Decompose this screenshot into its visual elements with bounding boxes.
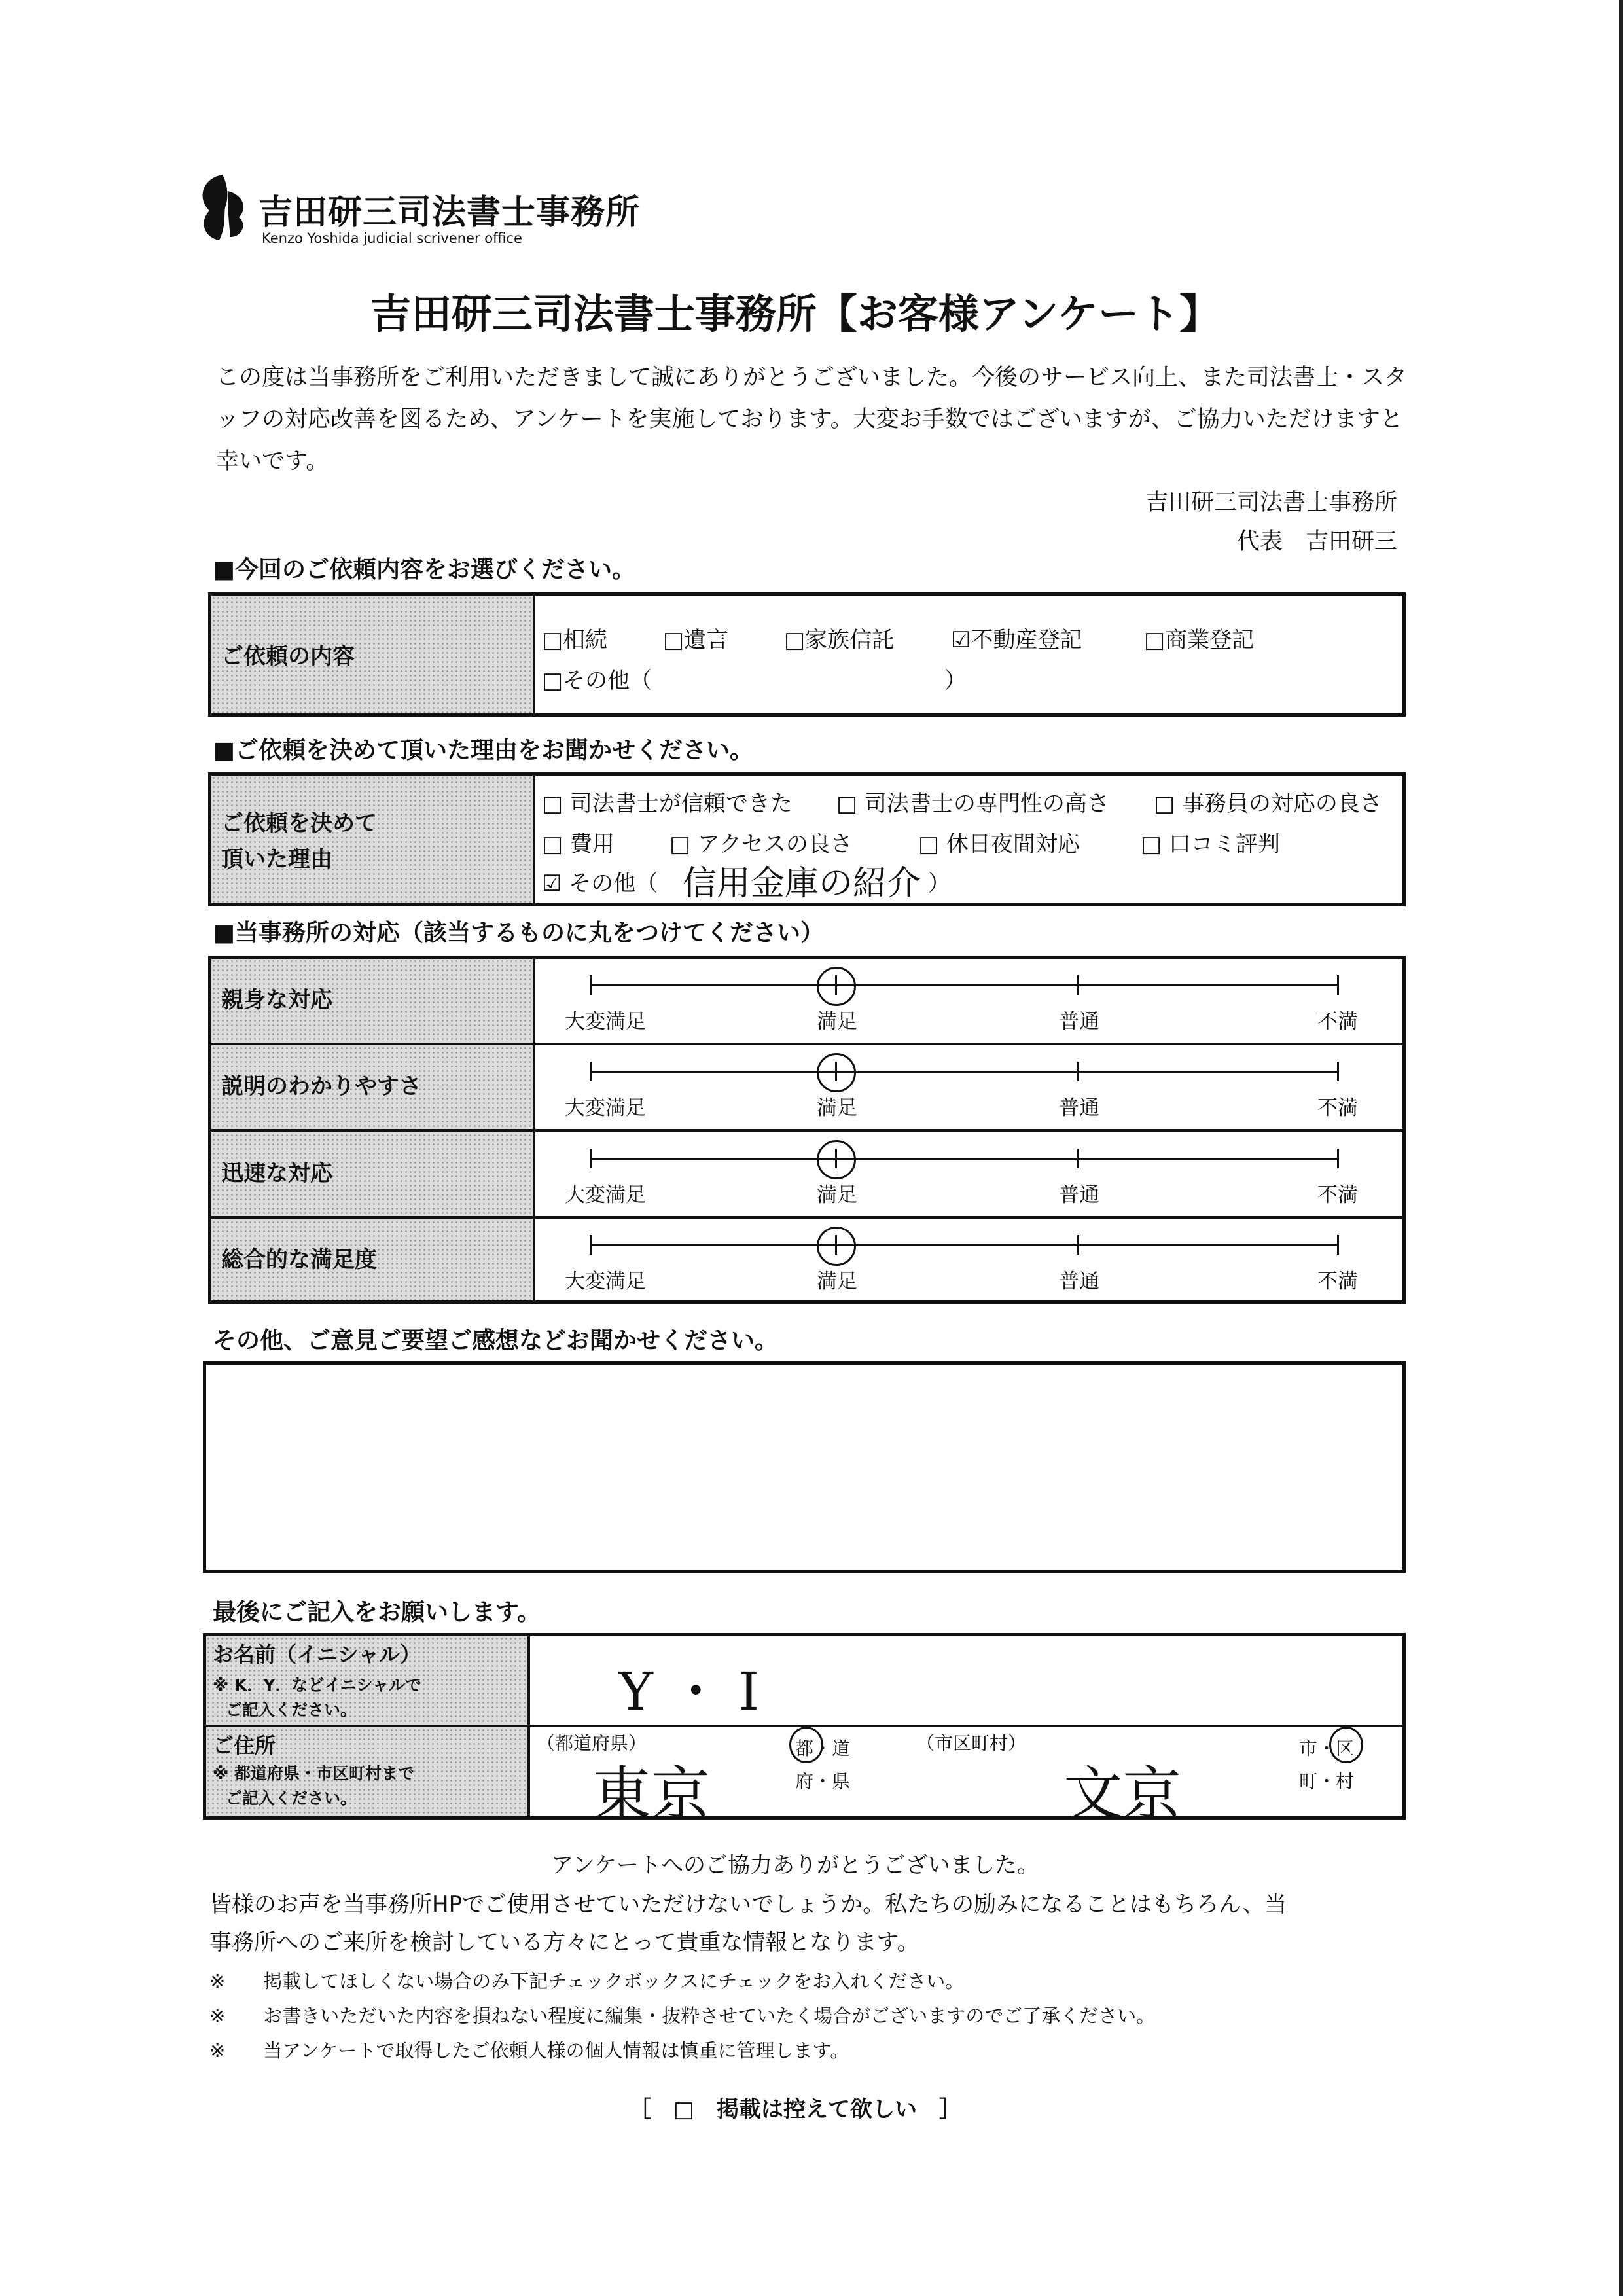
signature-representative: 代表 吉田研三: [1236, 529, 1397, 555]
scale-label-very-satisfied: 大変満足: [565, 1096, 646, 1120]
address-note-line1: ※ 都道府県・市区町村まで: [213, 1764, 415, 1783]
scale-label-dissatisfied: 不満: [1317, 1010, 1358, 1033]
reason-trust-checkbox[interactable]: □ 司法書士が信頼できた: [542, 791, 793, 817]
prefecture-suffix-bottom: 府・県: [795, 1770, 851, 1792]
city-value-handwritten[interactable]: 文京: [1063, 1760, 1181, 1829]
intro-text: この度は当事務所をご利用いただきまして誠にありがとうございました。今後のサービス向上、また司法書士・スタッフの対応改善を図るため、アンケートを実施しております。大変お手数ではございますが、ご協力いただけますと幸いです。: [216, 365, 1408, 475]
rating-table: [208, 956, 1406, 1304]
label-cell: [211, 776, 535, 903]
section4-heading: その他、ご意見ご要望ご感想などお聞かせください。: [213, 1327, 779, 1354]
comment-box[interactable]: [203, 1361, 1406, 1573]
city-hint: （市区町村）: [916, 1732, 1027, 1754]
name-label: お名前（イニシャル）: [213, 1642, 421, 1667]
reason-other-checkbox[interactable]: ☑ その他（: [542, 870, 658, 897]
city-suffix-selected-circle[interactable]: [1329, 1727, 1363, 1763]
request-content-table: [208, 592, 1406, 717]
scale-line: [590, 1244, 1339, 1246]
selected-rating-circle[interactable]: [817, 967, 856, 1006]
prefecture-value-handwritten[interactable]: 東京: [592, 1760, 710, 1829]
scale-tick: [590, 1235, 592, 1255]
section1-heading: ■今回のご依頼内容をお選びください。: [213, 556, 636, 583]
scale-label-very-satisfied: 大変満足: [565, 1183, 646, 1207]
option-souzoku-checkbox[interactable]: □相続: [542, 627, 608, 653]
reason-staff-checkbox[interactable]: □ 事務員の対応の良さ: [1154, 791, 1382, 817]
scale-label-satisfied: 満足: [817, 1183, 857, 1207]
scale-tick: [590, 975, 592, 995]
option-kazoku-shintaku-checkbox[interactable]: □家族信託: [784, 627, 895, 653]
scale-line: [590, 984, 1339, 986]
scale-label-satisfied: 満足: [817, 1096, 857, 1120]
city-suffix-top: 市・区: [1299, 1738, 1355, 1759]
scale-label-dissatisfied: 不満: [1317, 1183, 1358, 1207]
prefecture-suffix-top: 都・道: [795, 1738, 851, 1759]
page-title: 吉田研三司法書士事務所【お客様アンケート】: [370, 290, 1221, 338]
reason-holiday-checkbox[interactable]: □ 休日夜間対応: [918, 831, 1080, 857]
reason-other-close-paren: ）: [928, 870, 950, 897]
scan-edge: [1619, 0, 1623, 2296]
scale-tick: [1337, 1235, 1339, 1255]
scale-tick: [1077, 975, 1079, 995]
scale-label-satisfied: 満足: [817, 1270, 857, 1293]
scale-tick: [590, 1149, 592, 1168]
option-shougyou-touki-checkbox[interactable]: □商業登記: [1144, 627, 1255, 653]
reason-other-handwritten: 信用金庫の紹介: [683, 864, 921, 903]
office-logo-name: 吉田研三司法書士事務所: [259, 193, 641, 232]
scale-label-dissatisfied: 不満: [1317, 1270, 1358, 1293]
name-note-line1: ※ K．Y．などイニシャルで: [213, 1676, 421, 1695]
reason-expertise-checkbox[interactable]: □ 司法書士の専門性の高さ: [836, 791, 1109, 817]
scale-label-very-satisfied: 大変満足: [565, 1270, 646, 1293]
reason-label-line2: 頂いた理由: [221, 846, 332, 872]
scale-label-satisfied: 満足: [817, 1010, 857, 1033]
butterfly-logo-icon: [196, 171, 255, 243]
city-suffix-bottom: 町・村: [1299, 1770, 1355, 1792]
option-fudosan-touki-checkbox[interactable]: ☑不動産登記: [951, 627, 1082, 653]
reason-table: [208, 772, 1406, 906]
scale-tick: [1337, 1149, 1339, 1168]
scale-tick: [590, 1062, 592, 1081]
office-logo-english: Kenzo Yoshida judicial scrivener office: [262, 230, 522, 246]
scale-tick: [1337, 975, 1339, 995]
section5-heading: 最後にご記入をお願いします。: [213, 1599, 541, 1626]
scale-tick: [1337, 1062, 1339, 1081]
section2-heading: ■ご依頼を決めて頂いた理由をお聞かせください。: [213, 737, 754, 764]
row-divider: [211, 1216, 1402, 1219]
reason-review-checkbox[interactable]: □ 口コミ評判: [1141, 831, 1280, 857]
option-yuigon-checkbox[interactable]: □遺言: [663, 627, 729, 653]
footer-request-line1: 皆様のお声を当事務所HPでご使用させていただけないでしょうか。私たちの励みになることはもちろん、当: [209, 1892, 1287, 1918]
optout-checkbox[interactable]: ［ □ 掲載は控えて欲しい ］: [628, 2096, 962, 2123]
footer-note: ※ 掲載してほしくない場合のみ下記チェックボックスにチェックをお入れください。: [209, 1970, 965, 1992]
scale-label-normal: 普通: [1059, 1270, 1099, 1293]
prefecture-suffix-selected-circle[interactable]: [789, 1727, 823, 1763]
scale-tick: [1077, 1149, 1079, 1168]
footer-thanks: アンケートへのご協力ありがとうございました。: [551, 1852, 1039, 1878]
scale-line: [590, 1071, 1339, 1073]
section3-heading: ■当事務所の対応（該当するものに丸をつけてください）: [213, 920, 825, 946]
row-divider: [211, 1043, 1402, 1045]
address-note-line2: ご記入ください。: [226, 1789, 357, 1808]
selected-rating-circle[interactable]: [817, 1053, 856, 1092]
scale-label-normal: 普通: [1059, 1010, 1099, 1033]
reason-cost-checkbox[interactable]: □ 費用: [542, 831, 615, 857]
signature-office: 吉田研三司法書士事務所: [1145, 490, 1397, 516]
scale-label-normal: 普通: [1059, 1183, 1099, 1207]
rating-row-label: 迅速な対応: [221, 1160, 332, 1187]
footer-note: ※ お書きいただいた内容を損ねない程度に編集・抜粋させていたく場合がございますのでご了承ください。: [209, 2005, 1156, 2027]
selected-rating-circle[interactable]: [817, 1140, 856, 1179]
prefecture-hint: （都道府県）: [537, 1732, 647, 1754]
footer-request-line2: 事務所へのご来所を検討している方々にとって貴重な情報となります。: [209, 1929, 919, 1956]
scale-label-very-satisfied: 大変満足: [565, 1010, 646, 1033]
scale-label-dissatisfied: 不満: [1317, 1096, 1358, 1120]
footer-note: ※ 当アンケートで取得したご依頼人様の個人情報は慎重に管理します。: [209, 2039, 849, 2062]
other-close-paren: ）: [944, 668, 967, 694]
selected-rating-circle[interactable]: [817, 1227, 856, 1266]
scale-tick: [1077, 1235, 1079, 1255]
rating-row-label: 説明のわかりやすさ: [221, 1073, 421, 1100]
reason-label-line1: ご依頼を決めて: [221, 810, 377, 836]
row-divider: [211, 1129, 1402, 1132]
name-note-line2: ご記入ください。: [226, 1700, 357, 1719]
rating-row-label: 総合的な満足度: [221, 1247, 377, 1273]
scale-line: [590, 1158, 1339, 1160]
scale-label-normal: 普通: [1059, 1096, 1099, 1120]
scale-tick: [1077, 1062, 1079, 1081]
reason-access-checkbox[interactable]: □ アクセスの良さ: [669, 831, 853, 857]
personal-info-table: [203, 1633, 1406, 1829]
address-label: ご住所: [213, 1733, 276, 1758]
request-content-label: ご依頼の内容: [221, 643, 355, 670]
rating-row-label: 親身な対応: [221, 987, 332, 1013]
option-other-checkbox[interactable]: □その他（: [542, 668, 652, 694]
name-value-handwritten[interactable]: Y ・ I: [618, 1661, 760, 1722]
